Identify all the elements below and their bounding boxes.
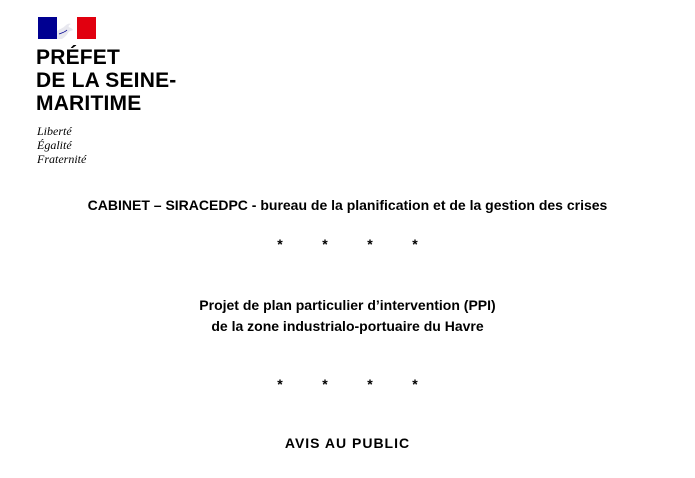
flag-blue-band <box>38 17 57 39</box>
star: * <box>322 376 328 392</box>
marianne-flag-logo <box>38 17 96 39</box>
flag-white-band <box>57 17 77 39</box>
star: * <box>412 236 418 252</box>
flag-red-band <box>77 17 96 39</box>
star: * <box>412 376 418 392</box>
marianne-profile-icon <box>57 17 77 39</box>
republic-motto <box>37 124 86 166</box>
prefet-line: PRÉFET <box>36 46 121 69</box>
star: * <box>277 376 283 392</box>
star: * <box>322 236 328 252</box>
star: * <box>277 236 283 252</box>
project-title <box>0 295 695 337</box>
star: * <box>367 376 373 392</box>
star: * <box>367 236 373 252</box>
separator-stars <box>0 376 695 392</box>
public-notice-heading: AVIS AU PUBLIC <box>284 435 411 451</box>
separator-stars <box>0 236 695 252</box>
prefet-line: DE LA SEINE- <box>36 69 177 92</box>
motto-egalite: Égalité <box>37 138 72 152</box>
project-title-line: de la zone industrialo-portuaire du Havre <box>211 318 484 334</box>
motto-liberte: Liberté <box>37 124 72 138</box>
prefecture-title <box>36 46 176 115</box>
prefet-line: MARITIME <box>36 92 142 115</box>
motto-fraternite: Fraternité <box>37 152 87 166</box>
cabinet-heading: CABINET – SIRACEDPC - bureau de la planification et de la gestion des crises <box>87 197 608 213</box>
project-title-line: Projet de plan particulier d’intervention (PPI) <box>199 297 496 313</box>
